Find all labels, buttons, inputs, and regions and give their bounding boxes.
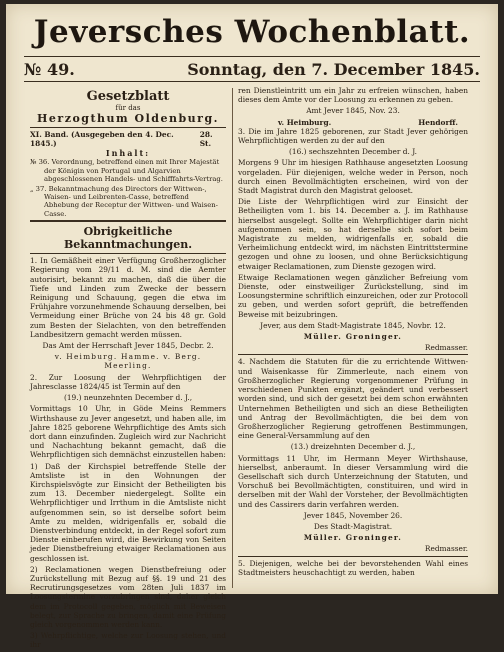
notice-paragraph: 1. In Gemäßheit einer Verfügung Großherzoglicher Regierung vom 29/11 d. M. sind die Aemter autorisirt, bekannt zu machen, daß die über die Tiefe und Linden zum Zwecke der bessern Reinigung und Schauung, gegen die etwa im Frühjahre vorzunehmende Schauung derselben, bei Vermeidung einer Brüche von 24 bis 48 gr. Gold zum Besten der Sielachten, von den betreffenden Landbesitzern gemacht werden müssen.	[30, 256, 226, 339]
notice-paragraph: Vormittags 10 Uhr, in Göde Meins Remmers Wirthshause zu Jever angesetzt, und haben alle, im Jahre 1825 geborene Wehrpflichtige des Amts sich dort dann einzufinden. Zugleich wird zur Nachricht und Nachachtung bekannt gemacht, daß die Wehrpflichtigen sich demnächst einzustellen haben:	[30, 404, 226, 460]
notice-clerk: Redmasser.	[424, 343, 468, 353]
gesetzblatt-inhalt: Inhalt:	[105, 148, 151, 159]
right-column	[238, 86, 468, 579]
notice-paragraph: 4. Nachdem die Statuten für die zu errichtende Wittwen- und Waisenkasse für Zimmerleute, nach einem von Großherzoglicher Regierung vorgenommener Prüfung in verschiedenen Punkten ergänzt, geändert und verbessert worden sind, und sich der gesetzt bei dem schon erwähnten Unternehmen Betheiligten und sich an diese Betheiligten und Antrag der Bevollmächtigten, die bei dem von Großherzoglicher Regierung getroffenen Bestimmungen, eine General-Versammlung auf den	[238, 357, 468, 441]
notice-date: (19.) neunzehnten December d. J.,	[63, 393, 193, 403]
notice-signature: Jever 1845, November 26.	[303, 510, 403, 520]
signature-name: v. Heimburg.	[278, 117, 332, 127]
gesetzblatt-title: Gesetzblatt	[86, 89, 170, 104]
notice-paragraph: Morgens 9 Uhr im hiesigen Rathhause angesetzten Loosung vorgeladen. Für diejenigen, welche weder in Person, noch durch einen Bevollmächtigten erscheinen, wird von der Stadt Magistrat durch den Magistrat gelooset.	[238, 158, 468, 196]
section-rule	[30, 220, 226, 222]
newspaper-page	[6, 4, 498, 650]
column-divider	[232, 88, 233, 588]
left-column	[30, 86, 226, 652]
section-heading: Obrigkeitliche Bekanntmachungen.	[63, 225, 193, 252]
notice-signature-names	[238, 118, 468, 127]
notice-date: (16.) sechszehnten December d. J.	[289, 147, 417, 157]
gesetzblatt-region: Herzogthum Oldenburg.	[37, 112, 219, 125]
notice-signature: Amt Jever 1845, Nov. 23.	[306, 106, 400, 116]
notice-signature-names: Müller. Groninger.	[303, 533, 403, 543]
notice-paragraph: 2. Zur Loosung der Wehrpflichtigen der Jahresclasse 1824/45 ist Termin auf den	[30, 372, 226, 391]
notice-signature-office: Des Stadt-Magistrat.	[313, 521, 393, 531]
gesetzblatt-rule	[30, 127, 226, 128]
gesetzblatt-sub: für das	[115, 104, 141, 112]
gesetzblatt-band-line	[30, 130, 226, 148]
dateline	[24, 60, 480, 79]
notice-paragraph: 5. Diejenigen, welche bei der bevorstehenden Wahl eines Stadtmeisters heuschachtigt zu werden, haben	[238, 558, 468, 577]
notice-paragraph: Die Liste der Wehrpflichtigen wird zur Einsicht der Betheiligten vom 1. bis 14. December a. J. im Rathhause hierselbst ausgelegt. Sollte ein Wehrpflichtiger darin nicht aufgenommen sein, so hat derselbe sich sofort beim Magistrate zu melden, widrigenfalls er, sobald die Verheimlichung entdeckt wird, im nächsten Eintrittstermine gezogen und ohne zu loosen, und ohne Berücksichtigung etwaiger Reclamationen, zum Dienste gezogen wird.	[238, 197, 468, 271]
notice-paragraph: 1) Daß der Kirchspiel betreffende Stelle der Amtsliste ist in den Wohnungen der Kirchspielsvögte zur Einsicht der Betheiligten bis zum 13. December niedergelegt. Sollte ein Wehrpflichtiger und Irrthum in die Amtsliste nicht aufgenommen sein, so ist derselbe sofort beim Amte zu melden, widrigenfalls er, sobald die Dienstverbindung entdeckt, in der Regel sofort zum Dienste einberufen wird, die Bewirkung von Seiten jeder Dienstbefreiung etwaiger Reclamationen aus geschlossen ist.	[30, 461, 226, 563]
notice-clerk: Redmasser.	[424, 544, 468, 554]
notice-paragraph: 2) Reclamationen wegen Dienstbefreiung oder Zurückstellung mit Bezug auf §§. 19 und 21 des Recrutirungsgesetzes vom 28ten Juli 1837 im Loosungstermine vorzubringen sind, daher gleich dem im Protocoll gegeben, möglich mit Beweisen belegt, zur Sprache zu bringen, damit eine Prüfung gleich vorgenommen werden kann.	[30, 564, 226, 629]
masthead-rule-bottom	[24, 81, 480, 82]
signature-name: Hendorff.	[418, 117, 458, 127]
notice-paragraph: Vormittags 11 Uhr, im Hermann Meyer Wirthshause, hierselbst, anberaumt. In dieser Versammlung wird die Gesellschaft sich durch Unterzeichnung der Statuten, und Vorschuß bei Bevollmächtigten, constituiren, und wird in derselben mit der Wahl der Vorsteher, der Bevollmächtigten und des Cassirers darin verfahren werden.	[238, 453, 468, 509]
issue-number: № 49.	[24, 60, 75, 79]
gesetzblatt-stueck: 28. St.	[199, 130, 213, 149]
notice-rule	[238, 556, 468, 557]
notice-paragraph: 3) Wehrpflichtige, welche zur Loosung stehen, und ihr	[30, 631, 226, 650]
notice-signature-names: v. Heimburg. Hamme. v. Berg. Meerling.	[54, 352, 202, 371]
notice-paragraph: Etwaige Reclamationen wegen gänzlicher Befreiung vom Dienste, oder einstweiliger Zurückstellung, sind im Loosungstermine schriftlich einzureichen, oder zur Protocoll zu geben, und werden sofort geprüft, die betreffenden Beweise mit beizubringen.	[238, 272, 468, 319]
gesetzblatt-entry: № 36. Verordnung, betreffend einen mit Ihrer Majestät der Königin von Portugal und Algarvien abgeschlossenen Handels- und Schifffahrts-Vertrag.	[30, 158, 223, 184]
notice-signature: Das Amt der Herrschaft Jever 1845, Decbr. 2.	[42, 341, 214, 351]
notice-paragraph: ren Dienstleintritt um ein Jahr zu erfreien wünschen, haben dieses dem Amte vor der Loosung zu erkennen zu geben.	[238, 86, 468, 105]
gesetzblatt-band: XI. Band. (Ausgegeben den 4. Dec. 1845.)	[30, 130, 174, 149]
notice-signature: Jever, aus dem Stadt-Magistrate 1845, Novbr. 12.	[260, 320, 446, 330]
section-heading-rule	[30, 253, 226, 254]
notice-rule	[238, 354, 468, 355]
issue-date: Sonntag, den 7. December 1845.	[187, 60, 480, 79]
notice-date: (13.) dreizehnten December d. J.,	[290, 442, 416, 452]
masthead-title: Jeversches Wochenblatt.	[33, 14, 471, 50]
notice-paragraph: 3. Die im Jahre 1825 geborenen, zur Stadt Jever gehörigen Wehrpflichtigen werden zu der auf den	[238, 126, 468, 146]
masthead-rule-top	[24, 56, 480, 57]
gesetzblatt-entry: „ 37. Bekanntmachung des Directors der Wittwen-, Waisen- und Leibrenten-Casse, betreffend Abhebung der Receptur der Wittwen- und Waisen-Casse.	[30, 184, 218, 218]
notice-signature-names: Müller. Groninger.	[303, 332, 403, 342]
